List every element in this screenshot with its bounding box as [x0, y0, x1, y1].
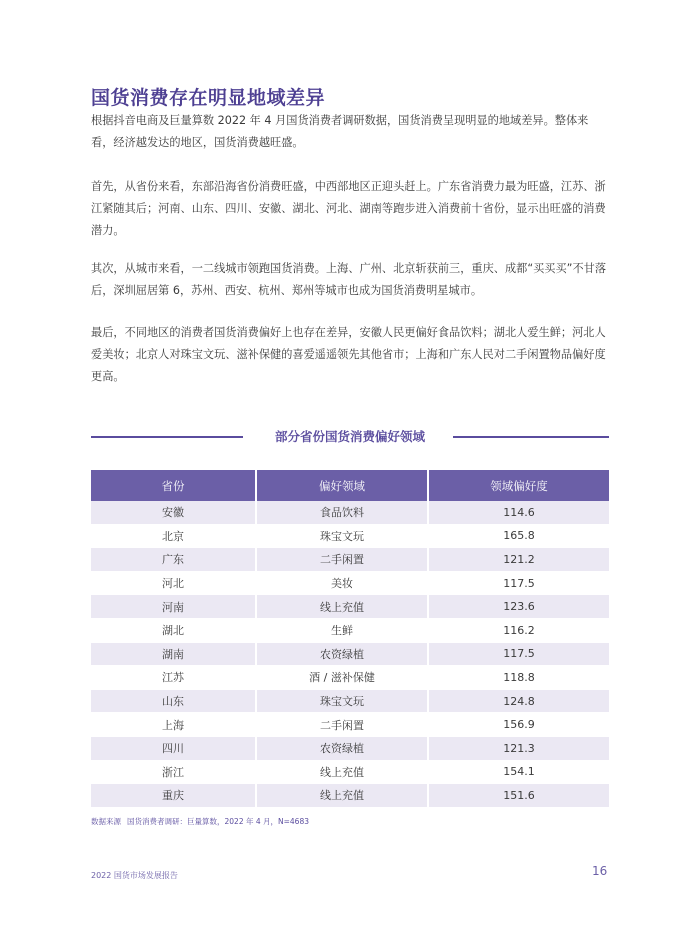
cell-score: 117.5 — [427, 572, 609, 596]
table-row — [91, 525, 609, 549]
cell-score: 117.5 — [427, 643, 609, 667]
cell-category: 酒 / 滋补保健 — [255, 666, 427, 690]
cell-score: 114.6 — [427, 501, 609, 525]
province-paragraph: 首先，从省份来看，东部沿海省份消费旺盛，中西部地区正迎头赶上。广东省消费力最为旺盛，江苏、浙江紧随其后；河南、山东、四川、安徽、湖北、河北、湖南等跑步进入消费前十省份，显示出旺盛的消费潜力。 — [91, 180, 606, 237]
cell-province: 湖北 — [91, 619, 255, 643]
table-row — [91, 572, 609, 596]
cell-category: 线上充值 — [255, 784, 427, 808]
preference-paragraph: 最后，不同地区的消费者国货消费偏好上也存在差异，安徽人民更偏好食品饮料；湖北人爱生鲜；河北人爱美妆；北京人对珠宝文玩、滋补保健的喜爱遥遥领先其他省市；上海和广东人民对二手闲置物品偏好度更高。 — [91, 326, 606, 383]
cell-province: 四川 — [91, 737, 255, 761]
table-row — [91, 666, 609, 690]
footer-report-title: 2022 国货市场发展报告 — [91, 871, 178, 880]
table-header-row — [91, 470, 609, 501]
cell-score: 123.6 — [427, 595, 609, 619]
cell-category: 农资绿植 — [255, 643, 427, 667]
city-paragraph: 其次，从城市来看，一二线城市领跑国货消费。上海、广州、北京斩获前三，重庆、成都“买买买”不甘落后，深圳屈居第 6，苏州、西安、杭州、郑州等城市也成为国货消费明星城市。 — [91, 262, 607, 297]
cell-province: 山东 — [91, 690, 255, 714]
cell-score: 156.9 — [427, 713, 609, 737]
cell-category: 美妆 — [255, 572, 427, 596]
preference-table — [91, 470, 609, 808]
page-title: 国货消费存在明显地域差异 — [91, 86, 326, 109]
table-caption: 部分省份国货消费偏好领域 — [274, 429, 425, 444]
table-row — [91, 784, 609, 808]
cell-province: 广东 — [91, 548, 255, 572]
table-caption-row — [91, 426, 609, 446]
cell-score: 154.1 — [427, 761, 609, 785]
cell-score: 151.6 — [427, 784, 609, 808]
source-note — [91, 816, 309, 827]
page-number: 16 — [592, 864, 608, 878]
cell-province: 河北 — [91, 572, 255, 596]
cell-score: 116.2 — [427, 619, 609, 643]
cell-score: 121.2 — [427, 548, 609, 572]
cell-province: 浙江 — [91, 761, 255, 785]
table-row — [91, 548, 609, 572]
cell-province: 北京 — [91, 525, 255, 549]
cell-category: 生鲜 — [255, 619, 427, 643]
cell-province: 江苏 — [91, 666, 255, 690]
cell-category: 二手闲置 — [255, 713, 427, 737]
table-row — [91, 761, 609, 785]
table-row — [91, 501, 609, 525]
caption-divider-right — [453, 436, 609, 438]
cell-category: 线上充值 — [255, 761, 427, 785]
header-category: 偏好领域 — [255, 470, 427, 501]
cell-score: 121.3 — [427, 737, 609, 761]
cell-category: 线上充值 — [255, 595, 427, 619]
table-row — [91, 643, 609, 667]
table-body — [91, 501, 609, 808]
intro-paragraph: 根据抖音电商及巨量算数 2022 年 4 月国货消费者调研数据，国货消费呈现明显的地域差异。整体来看，经济越发达的地区，国货消费越旺盛。 — [91, 114, 589, 149]
source-label: 数据来源 — [91, 817, 121, 826]
cell-category: 珠宝文玩 — [255, 525, 427, 549]
source-text: 国货消费者调研：巨量算数，2022 年 4 月，N=4683 — [127, 817, 309, 826]
cell-category: 二手闲置 — [255, 548, 427, 572]
cell-province: 河南 — [91, 595, 255, 619]
cell-category: 农资绿植 — [255, 737, 427, 761]
cell-score: 165.8 — [427, 525, 609, 549]
cell-category: 珠宝文玩 — [255, 690, 427, 714]
cell-score: 124.8 — [427, 690, 609, 714]
cell-province: 重庆 — [91, 784, 255, 808]
cell-province: 安徽 — [91, 501, 255, 525]
header-score: 领域偏好度 — [427, 470, 609, 501]
cell-province: 上海 — [91, 713, 255, 737]
table-row — [91, 690, 609, 714]
table-row — [91, 619, 609, 643]
table-row — [91, 595, 609, 619]
header-province: 省份 — [91, 470, 255, 501]
cell-category: 食品饮料 — [255, 501, 427, 525]
table-row — [91, 713, 609, 737]
table-row — [91, 737, 609, 761]
cell-province: 湖南 — [91, 643, 255, 667]
cell-score: 118.8 — [427, 666, 609, 690]
